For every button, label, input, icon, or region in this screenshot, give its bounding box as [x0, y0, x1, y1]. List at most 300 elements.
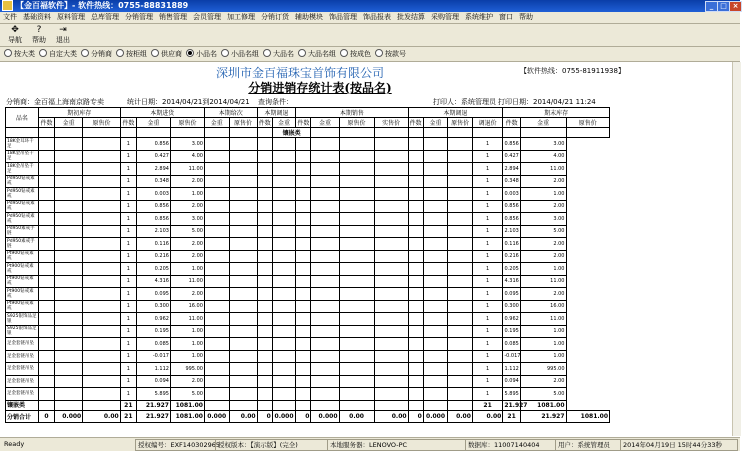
company-name: 深圳市金百福珠宝首饰有限公司 [215, 66, 384, 80]
table-cell: 1 [120, 375, 136, 388]
radio-icon [375, 49, 383, 57]
table-row[interactable] [6, 213, 610, 226]
radio-icon [81, 49, 89, 57]
help-icon: ? [36, 25, 42, 35]
table-cell: 21 [503, 410, 521, 422]
column-header: 金重 [55, 118, 83, 128]
table-cell: 1 [472, 200, 502, 213]
filter-radio-5[interactable]: 小品名 [186, 47, 217, 61]
table-cell [38, 300, 54, 313]
hotline: 【软件热线：0755-81911938】 [520, 67, 625, 75]
minimize-icon[interactable]: _ [705, 1, 718, 12]
table-cell [311, 388, 339, 401]
table-cell: 1081.00 [520, 400, 566, 410]
table-cell [204, 375, 229, 388]
table-cell [374, 350, 408, 363]
table-cell [204, 300, 229, 313]
table-cell: -0.017 [503, 350, 521, 363]
table-row[interactable] [6, 400, 610, 410]
table-cell [55, 375, 83, 388]
menu-item-14[interactable]: 系统维护 [465, 13, 493, 21]
column-header: 件数 [408, 118, 423, 128]
group-header: 期末库存 [503, 108, 610, 118]
column-header: 件数 [296, 118, 311, 128]
table-cell: 0.856 [137, 138, 171, 151]
table-cell [311, 400, 339, 410]
table-cell [311, 225, 339, 238]
table-cell: 1.00 [520, 338, 566, 351]
menu-item-0[interactable]: 文件 [3, 13, 17, 21]
table-cell [296, 400, 311, 410]
table-row[interactable] [6, 138, 610, 151]
close-icon[interactable]: × [729, 1, 742, 12]
table-cell [296, 150, 311, 163]
table-cell [374, 375, 408, 388]
table-cell [204, 288, 229, 301]
table-cell [229, 163, 257, 176]
menu-item-16[interactable]: 帮助 [519, 13, 533, 21]
table-cell [204, 225, 229, 238]
table-cell [339, 363, 374, 376]
table-cell: 1081.00 [566, 410, 610, 422]
table-cell: 1 [120, 263, 136, 276]
status-user: 用户：系统管理员 [555, 439, 621, 451]
table-cell [423, 163, 448, 176]
table-cell [272, 238, 295, 251]
table-cell: 0.00 [83, 410, 120, 422]
table-cell: 11.00 [170, 313, 204, 326]
table-cell [257, 150, 272, 163]
table-cell: 0 [38, 410, 54, 422]
menu-item-11[interactable]: 饰品报表 [363, 13, 391, 21]
table-cell: 0.856 [503, 213, 521, 226]
column-header: 金重 [272, 118, 295, 128]
report-table [5, 107, 610, 423]
table-cell: 995.00 [520, 363, 566, 376]
exit-icon: ⇥ [59, 25, 67, 35]
table-cell: 0.300 [503, 300, 521, 313]
table-cell: 镶嵌类 [272, 128, 311, 138]
menu-item-7[interactable]: 加工修理 [227, 13, 255, 21]
table-row[interactable] [6, 350, 610, 363]
table-cell: 0.000 [311, 410, 339, 422]
table-cell [257, 200, 272, 213]
table-cell [296, 363, 311, 376]
table-row[interactable] [6, 375, 610, 388]
table-cell: 1 [472, 163, 502, 176]
table-cell [339, 325, 374, 338]
table-cell: 0.00 [448, 410, 473, 422]
group-header: 本期销售 [296, 108, 408, 118]
table-cell [272, 175, 295, 188]
table-cell [408, 213, 423, 226]
table-cell [311, 213, 339, 226]
table-cell [38, 238, 54, 251]
table-cell [272, 213, 295, 226]
filter-radio-8[interactable]: 大品名组 [298, 47, 336, 61]
table-cell [204, 325, 229, 338]
table-cell [229, 375, 257, 388]
table-cell: 2.894 [503, 163, 521, 176]
table-cell [296, 188, 311, 201]
table-cell: 1.00 [520, 188, 566, 201]
table-cell: 0.856 [503, 138, 521, 151]
table-cell [311, 163, 339, 176]
table-cell [296, 388, 311, 401]
table-cell [204, 238, 229, 251]
column-header: 件数 [503, 118, 521, 128]
table-cell [229, 213, 257, 226]
menu-item-2[interactable]: 原料管理 [57, 13, 85, 21]
table-cell [229, 128, 257, 138]
table-cell: Pt900钻戒素戒 [6, 300, 39, 313]
table-cell [272, 400, 295, 410]
menu-item-12[interactable]: 批发结算 [397, 13, 425, 21]
table-cell [204, 363, 229, 376]
table-cell [83, 338, 120, 351]
table-cell [408, 188, 423, 201]
table-cell [272, 188, 295, 201]
table-cell [339, 400, 374, 410]
table-cell: 1 [472, 288, 502, 301]
table-cell: 1.00 [170, 263, 204, 276]
table-cell [229, 150, 257, 163]
table-cell: 0.116 [137, 238, 171, 251]
table-cell: 1 [120, 388, 136, 401]
menu-item-3[interactable]: 总库管理 [91, 13, 119, 21]
help-button[interactable]: ? 帮助 [32, 25, 46, 44]
menu-item-4[interactable]: 分销管理 [125, 13, 153, 21]
group-header: 期初库存 [38, 108, 120, 118]
table-cell [408, 175, 423, 188]
table-cell: Pd950钻戒素戒 [6, 200, 39, 213]
table-cell: 1 [472, 350, 502, 363]
table-cell [55, 388, 83, 401]
table-cell: 2.00 [520, 238, 566, 251]
table-row[interactable] [6, 388, 610, 401]
table-cell: 足金套链吊坠 [6, 388, 39, 401]
table-cell [311, 175, 339, 188]
table-cell: 1 [472, 300, 502, 313]
group-header: 本期调退 [408, 108, 503, 118]
table-cell: 足金套链吊坠 [6, 375, 39, 388]
group-header: 本期进货 [120, 108, 204, 118]
table-cell: 1 [472, 138, 502, 151]
report-title: 分销进销存统计表(按品名) [248, 81, 392, 95]
table-cell [272, 325, 295, 338]
table-cell [423, 313, 448, 326]
filter-radio-3[interactable]: 按柜组 [116, 47, 147, 61]
table-cell [408, 325, 423, 338]
table-cell: 0.427 [137, 150, 171, 163]
table-cell [339, 350, 374, 363]
table-cell: 3.00 [520, 138, 566, 151]
column-header: 件数 [257, 118, 272, 128]
table-cell: 1 [472, 375, 502, 388]
table-row[interactable] [6, 150, 610, 163]
table-cell: 0.856 [137, 200, 171, 213]
radio-icon [39, 49, 47, 57]
table-cell [339, 128, 374, 138]
table-cell [272, 363, 295, 376]
menu-item-6[interactable]: 会员管理 [193, 13, 221, 21]
table-cell: 2.894 [137, 163, 171, 176]
table-cell: 1.00 [170, 325, 204, 338]
table-cell: 2.00 [170, 288, 204, 301]
table-cell [408, 350, 423, 363]
menu-item-10[interactable]: 饰品管理 [329, 13, 357, 21]
table-row[interactable] [6, 288, 610, 301]
table-cell [257, 338, 272, 351]
table-cell [503, 128, 521, 138]
menu-item-8[interactable]: 分销订货 [261, 13, 289, 21]
table-cell: 1 [120, 213, 136, 226]
filter-radio-9[interactable]: 按成色 [340, 47, 371, 61]
table-cell [229, 275, 257, 288]
table-cell [423, 350, 448, 363]
column-header: 金重 [423, 118, 448, 128]
table-cell [423, 338, 448, 351]
table-cell [448, 263, 473, 276]
table-row[interactable] [6, 188, 610, 201]
table-cell [55, 188, 83, 201]
table-cell: 11.00 [170, 275, 204, 288]
table-cell: 0.348 [503, 175, 521, 188]
table-cell [448, 250, 473, 263]
table-cell [339, 300, 374, 313]
table-row[interactable] [6, 263, 610, 276]
table-cell [423, 175, 448, 188]
table-row[interactable] [6, 238, 610, 251]
compass-icon: ✥ [11, 25, 19, 35]
column-header: 实售价 [374, 118, 408, 128]
filter-radio-4[interactable]: 供应商 [151, 47, 182, 61]
table-cell [83, 313, 120, 326]
table-cell [311, 275, 339, 288]
table-cell [229, 200, 257, 213]
table-cell [423, 288, 448, 301]
table-cell: 2.00 [520, 200, 566, 213]
table-cell: 0.205 [137, 263, 171, 276]
filter-radio-bar [0, 47, 740, 62]
table-cell [204, 313, 229, 326]
table-cell: 1 [472, 363, 502, 376]
table-cell [296, 375, 311, 388]
table-cell [257, 163, 272, 176]
table-cell [272, 350, 295, 363]
table-cell [296, 350, 311, 363]
table-cell [448, 200, 473, 213]
table-row[interactable] [6, 175, 610, 188]
filter-radio-2[interactable]: 分销商 [81, 47, 112, 61]
table-cell [374, 213, 408, 226]
table-cell: 16.00 [170, 300, 204, 313]
table-cell [257, 275, 272, 288]
table-cell [55, 250, 83, 263]
table-row[interactable] [6, 200, 610, 213]
table-cell: 5.00 [170, 225, 204, 238]
table-cell: 0.205 [503, 263, 521, 276]
table-cell: 1 [120, 200, 136, 213]
table-cell: 0.116 [503, 238, 521, 251]
table-cell [408, 375, 423, 388]
filter-radio-7[interactable]: 大品名 [263, 47, 294, 61]
table-row[interactable] [6, 163, 610, 176]
table-cell [374, 163, 408, 176]
table-cell [272, 275, 295, 288]
table-cell [311, 300, 339, 313]
table-cell: 0.195 [137, 325, 171, 338]
column-header: 原售价 [170, 118, 204, 128]
table-cell [339, 200, 374, 213]
table-cell: 0.000 [55, 410, 83, 422]
table-cell: 足金套链吊坠 [6, 338, 39, 351]
table-cell [423, 238, 448, 251]
guide-button[interactable]: ✥ 导航 [8, 25, 22, 44]
table-cell [408, 263, 423, 276]
table-cell [423, 325, 448, 338]
group-header: 本期调退 [257, 108, 296, 118]
table-cell [448, 128, 473, 138]
table-cell [296, 138, 311, 151]
table-cell: 4.00 [520, 150, 566, 163]
table-cell: 21 [120, 410, 136, 422]
status-datetime: 2014年04月19日 15时44分33秒 [620, 439, 738, 451]
table-cell [83, 263, 120, 276]
table-row[interactable] [6, 363, 610, 376]
table-cell [229, 388, 257, 401]
table-cell: 0 [408, 410, 423, 422]
table-cell [38, 338, 54, 351]
table-cell [204, 138, 229, 151]
table-row[interactable] [6, 313, 610, 326]
table-cell [423, 128, 448, 138]
exit-button[interactable]: ⇥ 退出 [56, 25, 70, 44]
table-row[interactable] [6, 338, 610, 351]
table-cell [566, 128, 610, 138]
filter-radio-0[interactable]: 按大类 [4, 47, 35, 61]
table-cell [408, 250, 423, 263]
table-cell: 2.00 [170, 200, 204, 213]
table-cell [204, 163, 229, 176]
table-cell [38, 138, 54, 151]
maximize-icon[interactable]: □ [717, 1, 730, 12]
table-cell [472, 128, 502, 138]
table-cell [229, 138, 257, 151]
table-cell [204, 263, 229, 276]
table-cell: 2.00 [520, 375, 566, 388]
table-cell [520, 128, 566, 138]
table-cell: 0.085 [137, 338, 171, 351]
table-cell [38, 175, 54, 188]
table-cell [448, 375, 473, 388]
menu-item-1[interactable]: 基础资料 [23, 13, 51, 21]
table-cell: 21 [472, 400, 502, 410]
table-cell [339, 138, 374, 151]
table-cell [229, 313, 257, 326]
table-cell [55, 175, 83, 188]
table-row[interactable] [6, 300, 610, 313]
table-cell [257, 363, 272, 376]
period-label: 统计日期：2014/04/21到2014/04/21 [127, 98, 250, 106]
table-cell: 1.00 [520, 325, 566, 338]
table-cell [423, 363, 448, 376]
table-cell: 16.00 [520, 300, 566, 313]
filter-radio-1[interactable]: 自定大类 [39, 47, 77, 61]
vertical-scrollbar[interactable] [732, 62, 741, 436]
column-header: 件数 [38, 118, 54, 128]
table-cell [339, 338, 374, 351]
table-row[interactable] [6, 325, 610, 338]
table-cell [55, 313, 83, 326]
table-cell: 18K金耳环千足 [6, 138, 39, 151]
table-row[interactable] [6, 225, 610, 238]
table-cell [204, 350, 229, 363]
table-cell: 1 [120, 338, 136, 351]
filter-radio-6[interactable]: 小品名组 [221, 47, 259, 61]
table-cell: 5.895 [137, 388, 171, 401]
table-cell [38, 275, 54, 288]
menu-item-15[interactable]: 窗口 [499, 13, 513, 21]
table-cell [83, 400, 120, 410]
filter-radio-10[interactable]: 按款号 [375, 47, 406, 61]
table-cell [55, 150, 83, 163]
table-cell [83, 163, 120, 176]
table-cell: 1 [472, 275, 502, 288]
table-cell [257, 350, 272, 363]
condition-label: 查询条件： [258, 98, 293, 106]
table-cell: 0.216 [503, 250, 521, 263]
table-cell [204, 188, 229, 201]
table-cell [83, 150, 120, 163]
table-cell [38, 325, 54, 338]
table-cell [38, 313, 54, 326]
table-cell [204, 175, 229, 188]
menu-item-13[interactable]: 采购管理 [431, 13, 459, 21]
table-cell [374, 175, 408, 188]
table-cell [272, 138, 295, 151]
table-cell [448, 238, 473, 251]
table-cell: Pd950钻戒素戒 [6, 213, 39, 226]
table-cell [339, 175, 374, 188]
table-cell [296, 263, 311, 276]
table-cell: 1 [472, 213, 502, 226]
menu-item-9[interactable]: 辅助模块 [295, 13, 323, 21]
table-cell [448, 213, 473, 226]
menu-item-5[interactable]: 销售管理 [159, 13, 187, 21]
table-cell [229, 188, 257, 201]
table-cell [272, 163, 295, 176]
table-cell [272, 250, 295, 263]
status-auth-no: 授权编号：EXF140302965 [135, 439, 216, 451]
table-cell [83, 138, 120, 151]
table-cell [272, 200, 295, 213]
table-row[interactable] [6, 250, 610, 263]
table-cell [311, 188, 339, 201]
table-cell [408, 363, 423, 376]
table-row[interactable] [6, 275, 610, 288]
menu-bar [0, 12, 740, 24]
table-cell: 1.00 [520, 263, 566, 276]
table-cell [83, 213, 120, 226]
radio-icon [263, 49, 271, 57]
table-cell [339, 275, 374, 288]
report-area [0, 62, 740, 436]
table-cell [55, 350, 83, 363]
table-cell [83, 128, 120, 138]
table-cell [272, 375, 295, 388]
table-cell [311, 250, 339, 263]
